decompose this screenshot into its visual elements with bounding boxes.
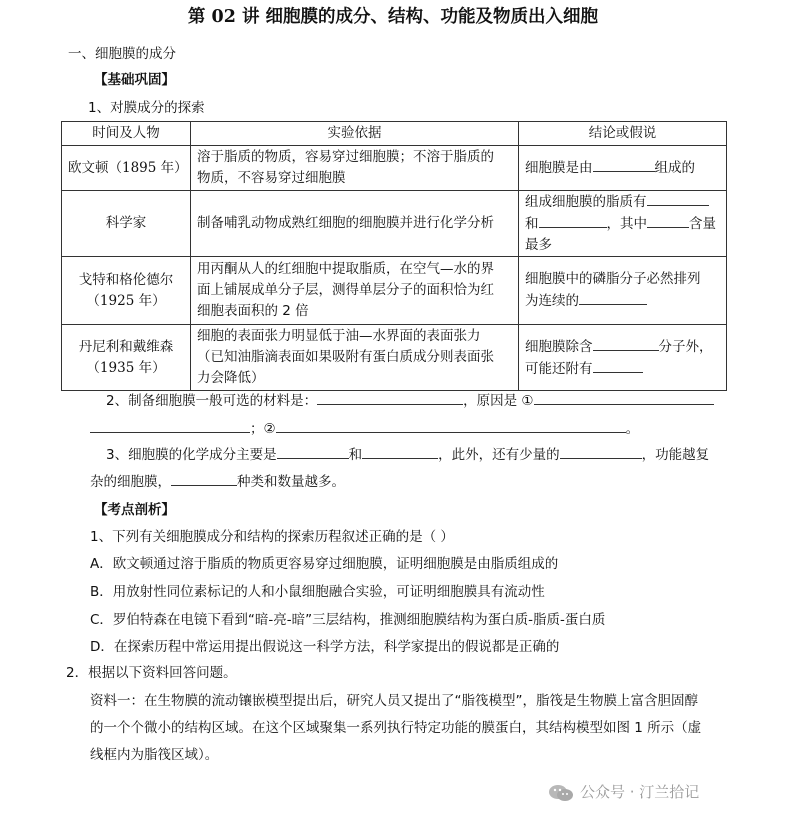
column-header: 结论或假说	[519, 122, 727, 146]
question-3-line2: 杂的细胞膜， 种类和数量越多。	[90, 470, 345, 490]
person-cell: 欧文顿（1895 年）	[62, 146, 191, 191]
fill-blank	[362, 444, 438, 459]
mcq-stem: 1、下列有关细胞膜成分和结构的探索历程叙述正确的是（ ）	[90, 529, 454, 545]
basis-cell: 用丙酮从人的红细胞中提取脂质，在空气—水的界 面上铺展成单分子层，测得单层分子的面积恰为红 细胞表面积的 2 倍	[191, 257, 519, 325]
table-row	[62, 146, 727, 191]
question-3-line1: 3、细胞膜的化学成分主要是 和 ，此外，还有少量的 ，功能越复	[106, 443, 709, 463]
mcq-option-a: A．欧文顿通过溶于脂质的物质更容易穿过细胞膜，证明细胞膜是由脂质组成的	[90, 556, 559, 572]
conclusion-cell: 组成细胞膜的脂质有 和 ，其中 含量 最多	[519, 191, 727, 257]
basic-header: 【基础巩固】	[94, 72, 175, 88]
material-line: 资料一：在生物膜的流动镶嵌模型提出后，研究人员又提出了“脂筏模型”，脂筏是生物膜上富含胆固醇	[90, 693, 698, 709]
fill-blank	[593, 157, 655, 172]
table-row	[62, 257, 727, 325]
fill-blank	[534, 390, 714, 405]
material-line: 的一个个微小的结构区域。在这个区域聚集一系列执行特定功能的膜蛋白，其结构模型如图 1 所示（虚	[90, 720, 702, 736]
basis-cell: 制备哺乳动物成熟红细胞的细胞膜并进行化学分析	[191, 191, 519, 257]
analysis-header: 【考点剖析】	[94, 502, 175, 518]
column-header: 时间及人物	[62, 122, 191, 146]
table-row	[62, 191, 727, 257]
person-cell: 科学家	[62, 191, 191, 257]
mcq-option-d: D．在探索历程中常运用提出假说这一科学方法，科学家提出的假说都是正确的	[90, 639, 560, 655]
fill-blank	[276, 418, 626, 433]
question-2-line2: ；② 。	[90, 417, 639, 437]
fill-blank	[317, 390, 463, 405]
table-header-row	[62, 122, 727, 146]
conclusion-cell: 细胞膜中的磷脂分子必然排列 为连续的	[519, 257, 727, 325]
fill-blank	[171, 471, 237, 486]
question-2-line1: 2、制备细胞膜一般可选的材料是： ，原因是 ①	[106, 389, 714, 409]
fill-blank	[593, 336, 659, 351]
conclusion-cell: 细胞膜除含 分子外， 可能还附有	[519, 325, 727, 391]
fill-blank	[579, 290, 647, 305]
wechat-icon	[548, 784, 574, 802]
fill-blank	[647, 191, 709, 206]
watermark: 公众号 · 汀兰拾记	[548, 781, 699, 802]
mcq-option-c: C．罗伯特森在电镜下看到“暗-亮-暗”三层结构，推测细胞膜结构为蛋白质-脂质-蛋白质	[90, 612, 606, 628]
column-header: 实验依据	[191, 122, 519, 146]
question-2-heading: 2．根据以下资料回答问题。	[66, 665, 237, 681]
table-row	[62, 325, 727, 391]
conclusion-cell: 细胞膜是由 组成的	[519, 146, 727, 191]
person-cell: 戈特和格伦德尔 （1925 年）	[62, 257, 191, 325]
fill-blank	[647, 213, 689, 228]
basis-cell: 溶于脂质的物质，容易穿过细胞膜；不溶于脂质的 物质，不容易穿过细胞膜	[191, 146, 519, 191]
fill-blank	[593, 358, 643, 373]
question-1-heading: 1、对膜成分的探索	[88, 100, 205, 116]
fill-blank	[539, 213, 607, 228]
section-heading: 一、细胞膜的成分	[68, 46, 176, 62]
basis-cell: 细胞的表面张力明显低于油—水界面的表面张力 （已知油脂滴表面如果吸附有蛋白质成分则表面张 力会降低）	[191, 325, 519, 391]
mcq-option-b: B．用放射性同位素标记的人和小鼠细胞融合实验，可证明细胞膜具有流动性	[90, 584, 545, 600]
fill-blank	[277, 444, 349, 459]
material-line: 线框内为脂筏区域）。	[90, 747, 219, 763]
page-title: 第 02 讲 细胞膜的成分、结构、功能及物质出入细胞	[187, 7, 599, 27]
person-cell: 丹尼利和戴维森 （1935 年）	[62, 325, 191, 391]
fill-blank	[90, 418, 250, 433]
fill-blank	[560, 444, 642, 459]
membrane-exploration-table	[61, 121, 727, 391]
